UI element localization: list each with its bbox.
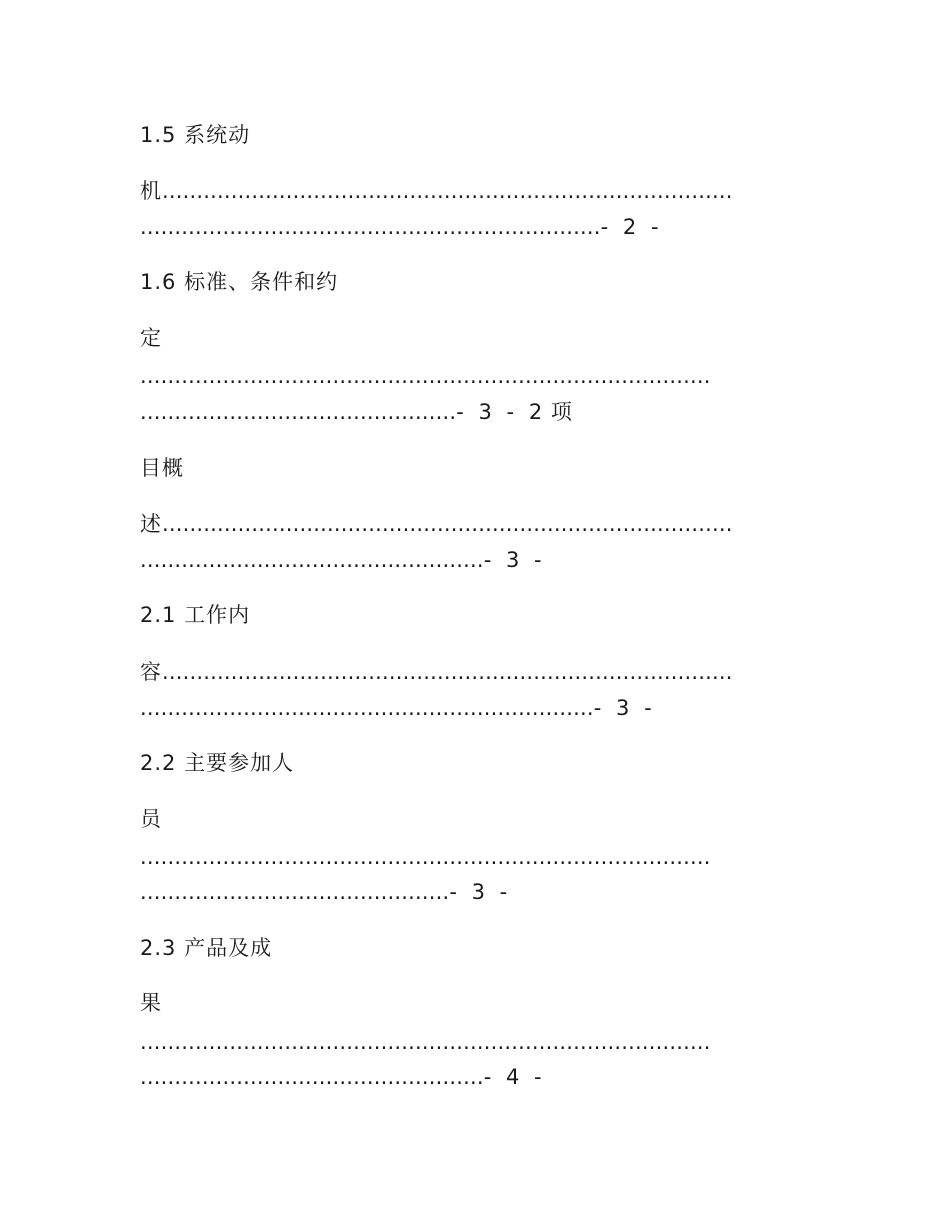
toc-dot-leader: ................................................................................... bbox=[162, 660, 733, 684]
toc-leader-line bbox=[140, 843, 810, 871]
toc-leader-line bbox=[140, 658, 810, 686]
toc-leader-line bbox=[140, 878, 810, 906]
toc-page-number: - 2 - bbox=[600, 215, 663, 239]
toc-page-number: - 3 - bbox=[456, 400, 529, 424]
toc-dot-leader: ................................................................................... bbox=[162, 512, 733, 536]
toc-leader-line bbox=[140, 1028, 810, 1056]
toc-heading-tail: 容 bbox=[140, 660, 162, 684]
toc-heading-tail: 述 bbox=[140, 512, 162, 536]
toc-leader-line bbox=[140, 398, 810, 426]
toc-dot-leader: ................................................................................... bbox=[140, 364, 711, 388]
toc-heading-2: 目概 bbox=[140, 456, 184, 480]
toc-heading-2-3: 2.3 产品及成 bbox=[140, 936, 273, 960]
toc-dot-leader: ................................................................................... bbox=[140, 845, 711, 869]
toc-leader-line bbox=[140, 213, 810, 241]
toc-heading-2-2: 2.2 主要参加人 bbox=[140, 751, 295, 775]
toc-next-heading-start: 2 项 bbox=[528, 400, 573, 424]
toc-heading-1-6: 1.6 标准、条件和约 bbox=[140, 270, 339, 294]
toc-heading-tail: 定 bbox=[140, 326, 162, 350]
toc-dot-leader: .................................................................. bbox=[140, 696, 594, 720]
toc-leader-line bbox=[140, 177, 810, 205]
toc-page-number: - 3 - bbox=[483, 548, 546, 572]
toc-leader-line bbox=[140, 510, 810, 538]
toc-dot-leader: ............................................. bbox=[140, 880, 450, 904]
toc-dot-leader: ................................................................... bbox=[140, 215, 601, 239]
toc-heading-2-1: 2.1 工作内 bbox=[140, 603, 251, 627]
toc-heading-1-5: 1.5 系统动 bbox=[140, 123, 251, 147]
toc-leader-line bbox=[140, 694, 810, 722]
toc-page-number: - 3 - bbox=[449, 880, 512, 904]
toc-page-number: - 4 - bbox=[483, 1065, 546, 1089]
toc-dot-leader: ................................................................................... bbox=[140, 1030, 711, 1054]
toc-heading-tail: 员 bbox=[140, 807, 162, 831]
toc-heading-tail: 果 bbox=[140, 991, 162, 1015]
toc-leader-line bbox=[140, 546, 810, 574]
toc-heading-tail: 机 bbox=[140, 179, 162, 203]
toc-dot-leader: ................................................................................... bbox=[162, 179, 733, 203]
toc-dot-leader: .................................................. bbox=[140, 548, 484, 572]
toc-leader-line bbox=[140, 362, 810, 390]
toc-dot-leader: .............................................. bbox=[140, 400, 457, 424]
toc-leader-line bbox=[140, 1063, 810, 1091]
toc-dot-leader: .................................................. bbox=[140, 1065, 484, 1089]
toc-page-number: - 3 - bbox=[593, 696, 656, 720]
